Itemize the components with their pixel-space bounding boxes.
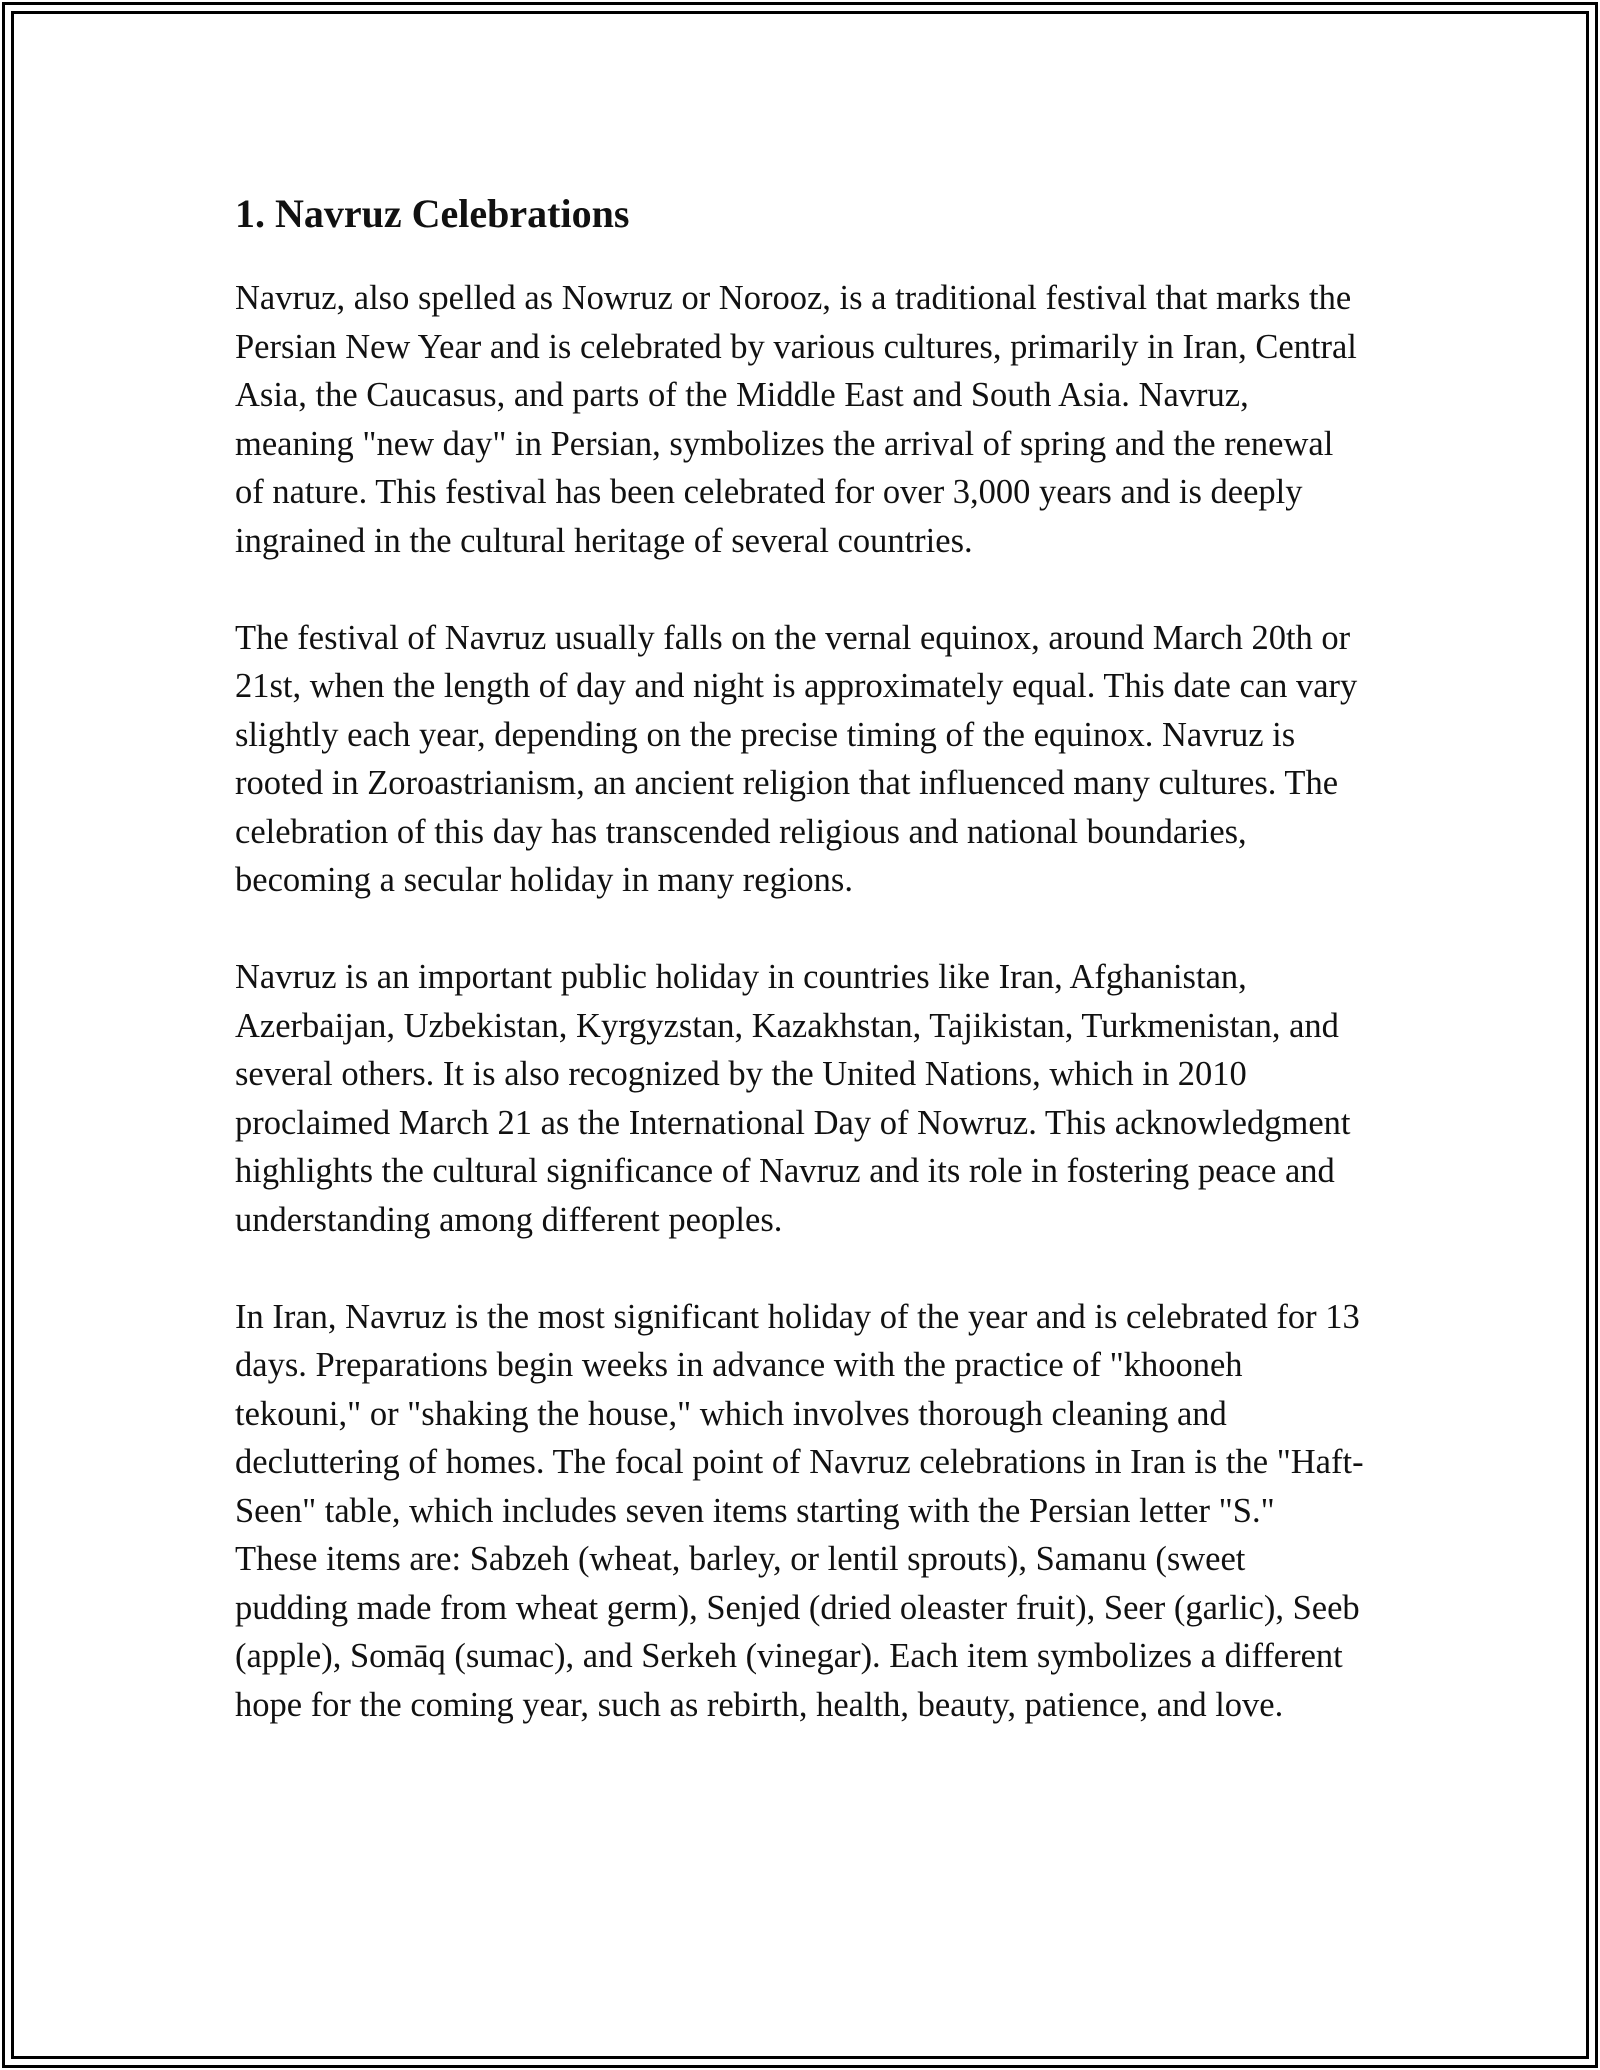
paragraph-iran-haft-seen: In Iran, Navruz is the most significant holiday of the year and is celebrated for 13 days. Preparations begin weeks in advance with the practice of "khooneh tekouni," or "shaking the house," which involves thorough cleaning and decluttering of homes. The focal point of Navruz celebrations in Iran is the "Haft-Seen" table, which includes seven items starting with the Persian letter "S." These items are: Sabzeh (wheat, barley, or lentil sprouts), Samanu (sweet pudding made from wheat germ), Senjed (dried oleaster fruit), Seer (garlic), Seeb (apple), Somāq (sumac), and Serkeh (vinegar). Each item symbolizes a different hope for the coming year, such as rebirth, health, beauty, patience, and love. <box>235 1297 1364 1724</box>
paragraph-intro: Navruz, also spelled as Nowruz or Norooz, is a traditional festival that marks the Persian New Year and is celebrated by various cultures, primarily in Iran, Central Asia, the Caucasus, and parts of the Middle East and South Asia. Navruz, meaning "new day" in Persian, symbolizes the arrival of spring and the renewal of nature. This festival has been celebrated for over 3,000 years and is deeply ingrained in the cultural heritage of several countries. <box>235 279 1357 560</box>
document-body <box>235 186 1365 1778</box>
section-heading: 1. Navruz Celebrations <box>235 191 630 236</box>
paragraph-public-holiday: Navruz is an important public holiday in countries like Iran, Afghanistan, Azerbaijan, Uzbekistan, Kyrgyzstan, Kazakhstan, Tajikistan, Turkmenistan, and several others. It is also recognized by the United Nations, which in 2010 proclaimed March 21 as the International Day of Nowruz. This acknowledgment highlights the cultural significance of Navruz and its role in fostering peace and understanding among different peoples. <box>235 958 1351 1239</box>
paragraph-equinox: The festival of Navruz usually falls on the vernal equinox, around March 20th or 21st, when the length of day and night is approximately equal. This date can vary slightly each year, depending on the precise timing of the equinox. Navruz is rooted in Zoroastrianism, an ancient religion that influenced many cultures. The celebration of this day has transcended religious and national boundaries, becoming a secular holiday in many regions. <box>235 618 1358 899</box>
